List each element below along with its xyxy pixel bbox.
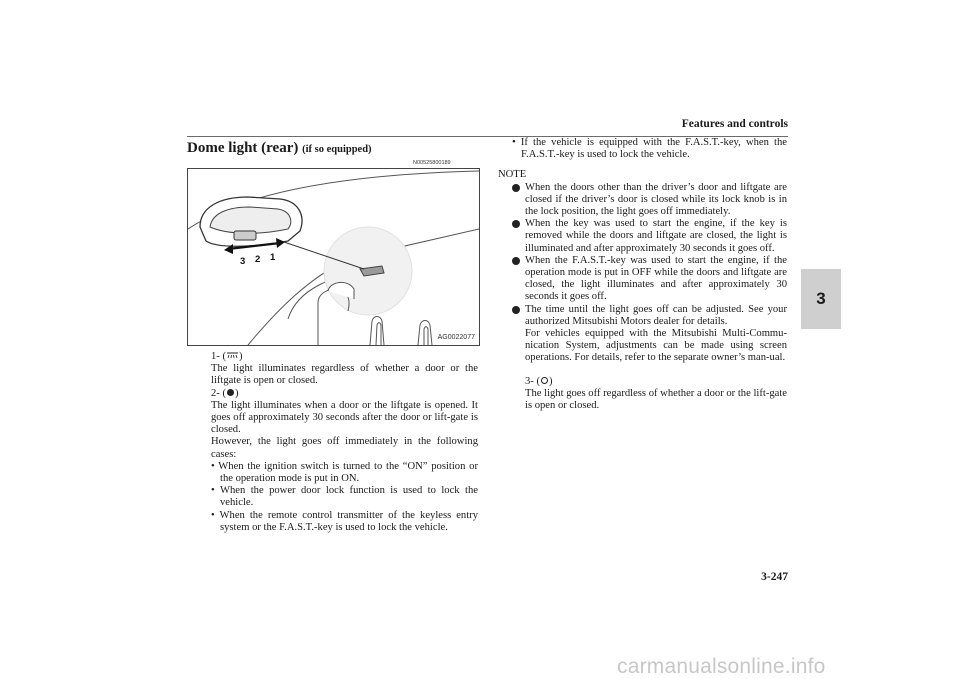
callout-1: 1 — [270, 252, 276, 263]
section-ref-code: N00525800189 — [413, 160, 451, 166]
chapter-tab — [801, 269, 841, 329]
note-item: When the doors other than the driver’s door and liftgate are closed if the driver’s door is closed while its lock knob is in the lock position, the light goes off immediately. — [512, 182, 787, 219]
bullet-dot-icon — [512, 257, 520, 265]
list-item: • When the remote control transmitter of the keyless entry system or the F.A.S.T.-key is used to lock the vehicle. — [211, 509, 478, 533]
item-2-text: The light illuminates when a door or the liftgate is opened. It goes off approximately 30 seconds after the door or lift-gate is closed. — [211, 399, 478, 436]
note-heading: NOTE — [498, 169, 527, 181]
section-title — [187, 140, 372, 157]
list-item: • When the power door lock function is used to lock the vehicle. — [211, 485, 478, 509]
note-item: When the key was used to start the engine, if the key is removed while the doors and liftgate are closed, the light is illuminated and after approximately 30 seconds it goes off. — [512, 218, 787, 255]
list-item: • When the ignition switch is turned to the “ON” position or the operation mode is put in ON. — [211, 460, 478, 485]
bullet-dot-icon — [512, 306, 520, 314]
item-1-text: The light illuminates regardless of whether a door or the liftgate is open or closed. — [211, 363, 478, 387]
door-position-icon — [226, 351, 239, 359]
section-title-text: Dome light (rear) — [187, 140, 299, 156]
chapter-number: 3 — [816, 289, 826, 308]
watermark: carmanualsonline.info — [617, 655, 826, 678]
bullet-dot-icon — [512, 220, 520, 228]
dome-light-illustration — [188, 169, 479, 345]
callout-2: 2 — [255, 254, 261, 265]
note-4-extra: For vehicles equipped with the Mitsubishi Multi-Commu-nication System, adjustments can be made using screen operations. For details, refer to the separate owner’s man-ual. — [525, 328, 787, 364]
left-column — [211, 351, 478, 534]
callout-3: 3 — [240, 256, 246, 267]
item-1-label: 1- ( ) — [211, 351, 243, 362]
item-3-label: 3- ( ) — [525, 375, 553, 387]
section-qualifier: (if so equipped) — [302, 144, 372, 155]
dome-light-figure — [187, 168, 480, 346]
item-2-however: However, the light goes off immediately in the following cases: — [211, 436, 478, 460]
note-item: When the F.A.S.T.-key was used to start the engine, if the operation mode is put in OFF while the doors and liftgate are closed, the light illuminates and after approximately 30 seconds it goes off. — [512, 255, 787, 304]
list-item: • If the vehicle is equipped with the F.A.S.T.-key, when the F.A.S.T.-key is used to lock the vehicle. — [512, 137, 787, 161]
item-2-label: 2- ( ) — [211, 387, 239, 399]
bullet-dot-icon — [512, 184, 520, 192]
open-circle-icon — [541, 377, 548, 384]
right-column — [498, 137, 787, 412]
page-number: 3-247 — [761, 571, 788, 583]
figure-code: AG0022077 — [437, 334, 475, 341]
page-header-title: Features and controls — [681, 118, 788, 130]
filled-circle-icon — [227, 389, 234, 396]
note-item: The time until the light goes off can be adjusted. See your authorized Mitsubishi Motors dealer for details. For vehicles equipped with the Mitsubishi Multi-Commu-nication System, adjustments can be made using screen operations. For details, refer to the separate owner’s man-ual. — [512, 304, 787, 365]
dome-light-switch — [234, 231, 256, 240]
item-3-text: The light goes off regardless of whether a door or the lift-gate is open or closed. — [525, 387, 787, 412]
